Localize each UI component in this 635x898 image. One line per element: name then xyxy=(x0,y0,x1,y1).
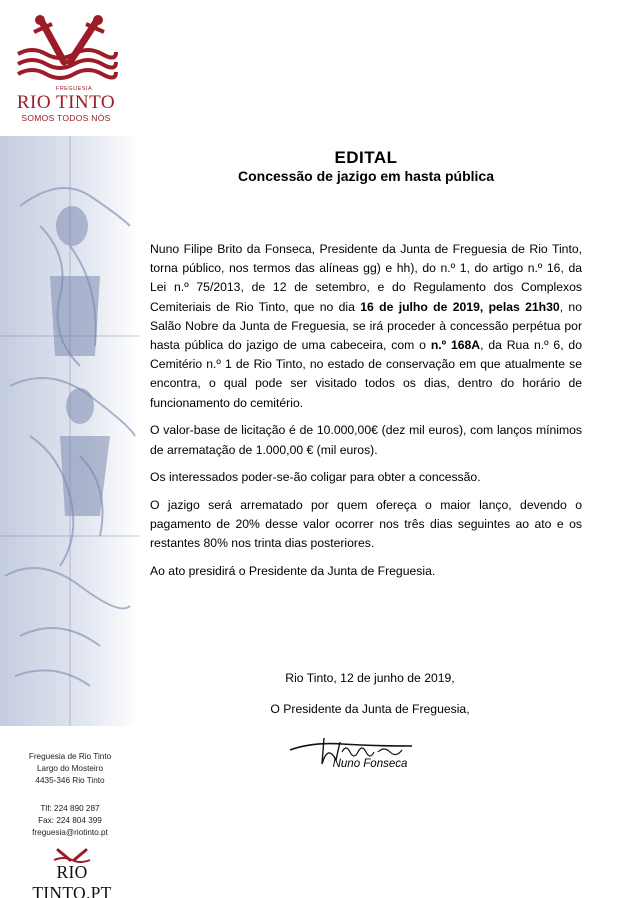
contact-line: 4435-346 Rio Tinto xyxy=(35,776,105,785)
contact-info xyxy=(0,751,140,839)
place-date: Rio Tinto, 12 de junho de 2019, xyxy=(285,671,455,685)
paragraph: Nuno Filipe Brito da Fonseca, Presidente da Junta de Freguesia de Rio Tinto, torna público, nos termos das alíneas gg) e hh), do n.º 1, do artigo n.º 16, da Lei n.º 75/2013, de 12 de setembro, e do Regulamento dos Complexos Cemiteriais de Rio Tinto, que no dia 16 de julho de 2019, pelas 21h30, no Salão Nobre da Junta de Freguesia, se irá proceder à concessão perpétua por hasta pública do jazigo de uma cabeceira, com o n.º 168A, da Rua n.º 6, do Cemitério n.º 1 de Rio Tinto, no estado de conservação em que atualmente se encontra, o qual pode ser visitado todos os dias, dentro do horário de funcionamento do cemitério. xyxy=(150,242,582,410)
paragraph: O valor-base de licitação é de 10.000,00€ (dez mil euros), com lanços mínimos de arrematação de 1.000,00 € (mil euros). xyxy=(150,423,582,457)
footer-site-name[interactable]: RIO TINTO.PT xyxy=(32,862,112,898)
signer-name: Nuno Fonseca xyxy=(332,758,408,770)
document-body xyxy=(150,240,582,590)
signer-title: O Presidente da Junta de Freguesia, xyxy=(270,702,470,716)
logo-slogan: SOMOS TODOS NÓS xyxy=(21,113,111,123)
paragraph: O jazigo será arrematado por quem ofereça o maior lanço, devendo o pagamento de 20% desse valor ocorrer nos três dias seguintes ao ato e os restantes 80% nos trinta dias posteriores. xyxy=(150,497,582,551)
contact-line: Freguesia de Rio Tinto xyxy=(28,752,112,761)
sidebar xyxy=(0,0,140,898)
logo-freguesia-label: FREGUESIA xyxy=(55,86,93,92)
paragraph: Ao ato presidirá o Presidente da Junta de Freguesia. xyxy=(150,564,436,579)
document-title: EDITAL xyxy=(334,148,398,167)
contact-line: Largo do Mosteiro xyxy=(37,764,103,773)
footer-logo xyxy=(16,848,128,898)
crossed-swords-emblem-icon xyxy=(12,12,120,88)
contact-fax: Fax: 224 804 399 xyxy=(38,816,102,825)
freguesia-logo xyxy=(12,12,120,124)
paragraph: Os interessados poder-se-ão coligar para obter a concessão. xyxy=(150,470,481,485)
logo-name: RIO TINTO xyxy=(16,92,116,113)
document-subtitle: Concessão de jazigo em hasta pública xyxy=(238,168,494,184)
contact-email[interactable]: freguesia@riotinto.pt xyxy=(32,828,108,837)
azulejo-tile-illustration xyxy=(0,136,140,726)
contact-phone: Tlf: 224 890 287 xyxy=(40,804,100,813)
